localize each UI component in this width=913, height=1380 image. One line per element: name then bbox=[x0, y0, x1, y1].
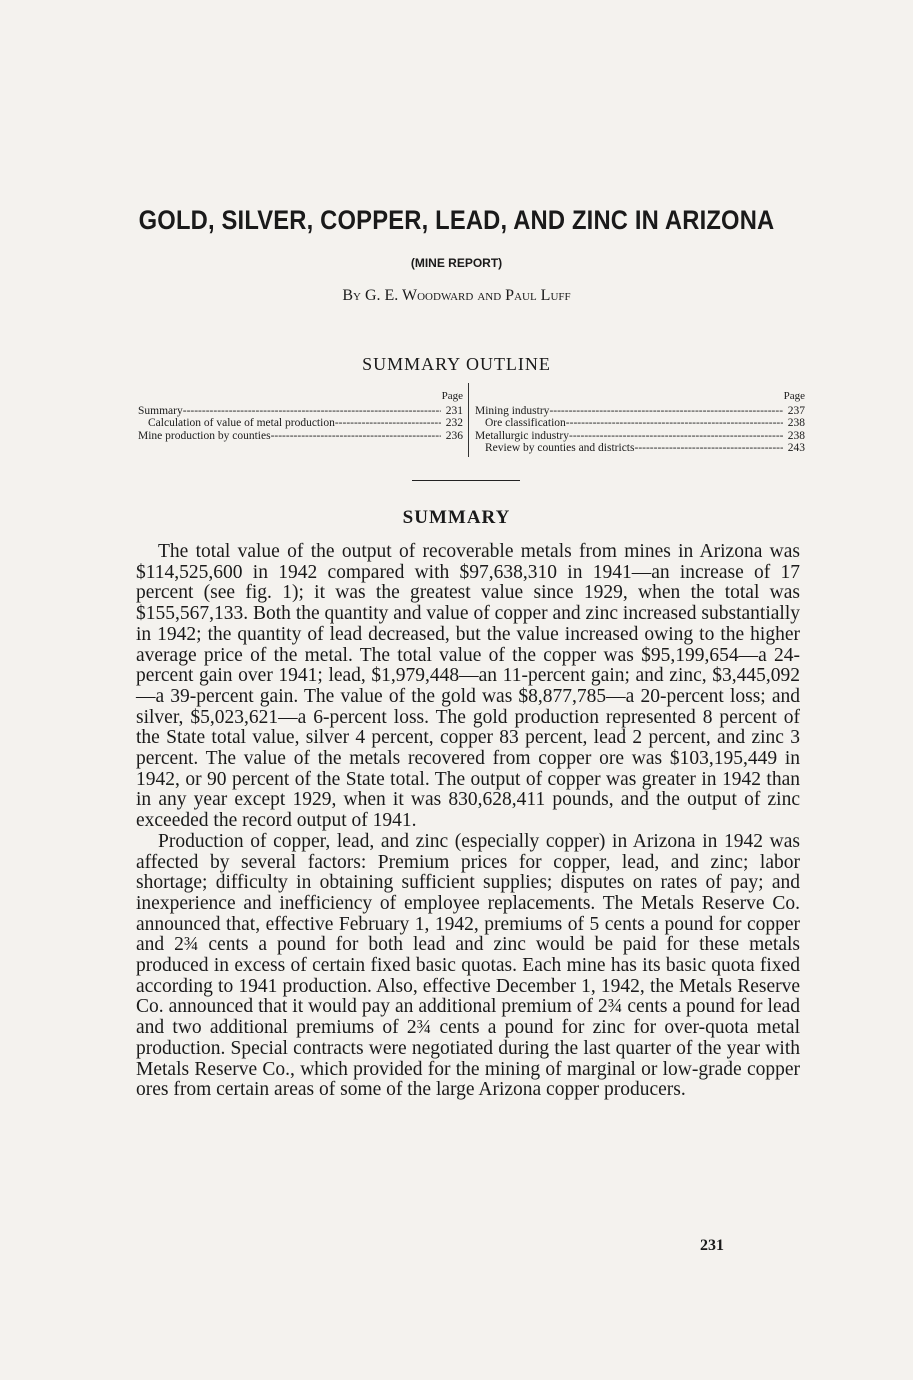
summary-paragraph: The total value of the output of recoverable metals from mines in Arizona was $114,525,600 in 1942 compared with $97,638,310 in 1941—an increase of 17 percent (see fig. 1); it was the greatest value since 1929, when the total was $155,567,133. Both the quantity and value of copper and zinc increased substantially in 1942; the quantity of lead decreased, but the value increased owing to the higher average price of the metal. The total value of the copper was $95,199,654—a 24-percent gain over 1941; lead, $1,979,448—an 11-percent gain; and zinc, $3,445,092—a 39-percent gain. The value of the gold was $8,877,785—a 20-percent loss; and silver, $5,023,621—a 6-percent loss. The gold production represented 8 percent of the State total value, silver 4 percent, copper 83 percent, lead 2 percent, and zinc 3 percent. The value of the metals recovered from copper ore was $103,195,449 in 1942, or 90 percent of the State total. The output of copper was greater in 1942 than in any year except 1929, when it was 830,628,411 pounds, and the output of zinc exceeded the record output of 1941. bbox=[136, 541, 800, 832]
author-byline: By G. E. Woodward and Paul Luff bbox=[342, 287, 571, 304]
toc-entry bbox=[475, 417, 805, 430]
toc-entry-page: 236 bbox=[445, 429, 463, 442]
toc-entry bbox=[138, 417, 463, 430]
toc-entry-label: Calculation of value of metal production bbox=[148, 417, 335, 429]
toc-entry-page: 231 bbox=[445, 404, 463, 417]
page-title: GOLD, SILVER, COPPER, LEAD, AND ZINC IN ARIZONA bbox=[138, 205, 775, 235]
summary-paragraph: Production of copper, lead, and zinc (especially copper) in Arizona in 1942 was affected by several factors: Premium prices for copper, lead, and zinc; labor shortage; difficulty in obtaining sufficient supplies; disputes on rates of pay; and inexperience and inefficiency of employee replacements. The Metals Reserve Co. announced that, effective February 1, 1942, premiums of 5 cents a pound for copper and 2¾ cents a pound for both lead and zinc would be paid for these metals produced in excess of certain fixed basic quotas. Each mine has its basic quota fixed according to 1941 production. Also, effective December 1, 1942, the Metals Reserve Co. announced that it would pay an additional premium of 2¾ cents a pound for lead and two additional premiums of 2¾ cents a pound for zinc for over-quota metal production. Special contracts were negotiated during the last quarter of the year with Metals Reserve Co., which provided for the mining of marginal or low-grade copper ores from certain areas of some of the large Arizona copper producers. bbox=[136, 830, 800, 1101]
toc-entry-label: Review by counties and districts bbox=[485, 442, 635, 454]
page-column-label: Page bbox=[783, 390, 805, 402]
toc-entry-page: 232 bbox=[445, 417, 463, 429]
report-subtitle: (MINE REPORT) bbox=[410, 256, 503, 270]
toc-entry-page: 238 bbox=[787, 429, 805, 442]
toc-entry-label: Summary bbox=[138, 404, 183, 417]
toc-entry bbox=[138, 405, 463, 418]
section-rule bbox=[412, 480, 520, 481]
toc-entry-page: 243 bbox=[787, 442, 805, 454]
toc-entry-page: 238 bbox=[787, 417, 805, 429]
page-number: 231 bbox=[700, 1237, 724, 1254]
outline-right-column bbox=[475, 390, 805, 455]
toc-entry bbox=[475, 442, 805, 455]
outline-heading: SUMMARY OUTLINE bbox=[362, 354, 551, 374]
toc-entry bbox=[138, 430, 463, 443]
outline-divider bbox=[468, 383, 469, 457]
toc-entry-label: Metallurgic industry bbox=[475, 429, 570, 442]
toc-entry-page: 237 bbox=[787, 404, 805, 417]
summary-heading: SUMMARY bbox=[402, 507, 511, 528]
page-column-label: Page bbox=[441, 390, 463, 402]
toc-entry bbox=[475, 430, 805, 443]
summary-body bbox=[136, 542, 800, 1101]
toc-entry bbox=[475, 405, 805, 418]
toc-entry-label: Mine production by counties bbox=[138, 429, 271, 442]
toc-entry-label: Ore classification bbox=[485, 417, 566, 429]
outline-left-column bbox=[138, 390, 463, 442]
toc-entry-label: Mining industry bbox=[475, 404, 550, 417]
